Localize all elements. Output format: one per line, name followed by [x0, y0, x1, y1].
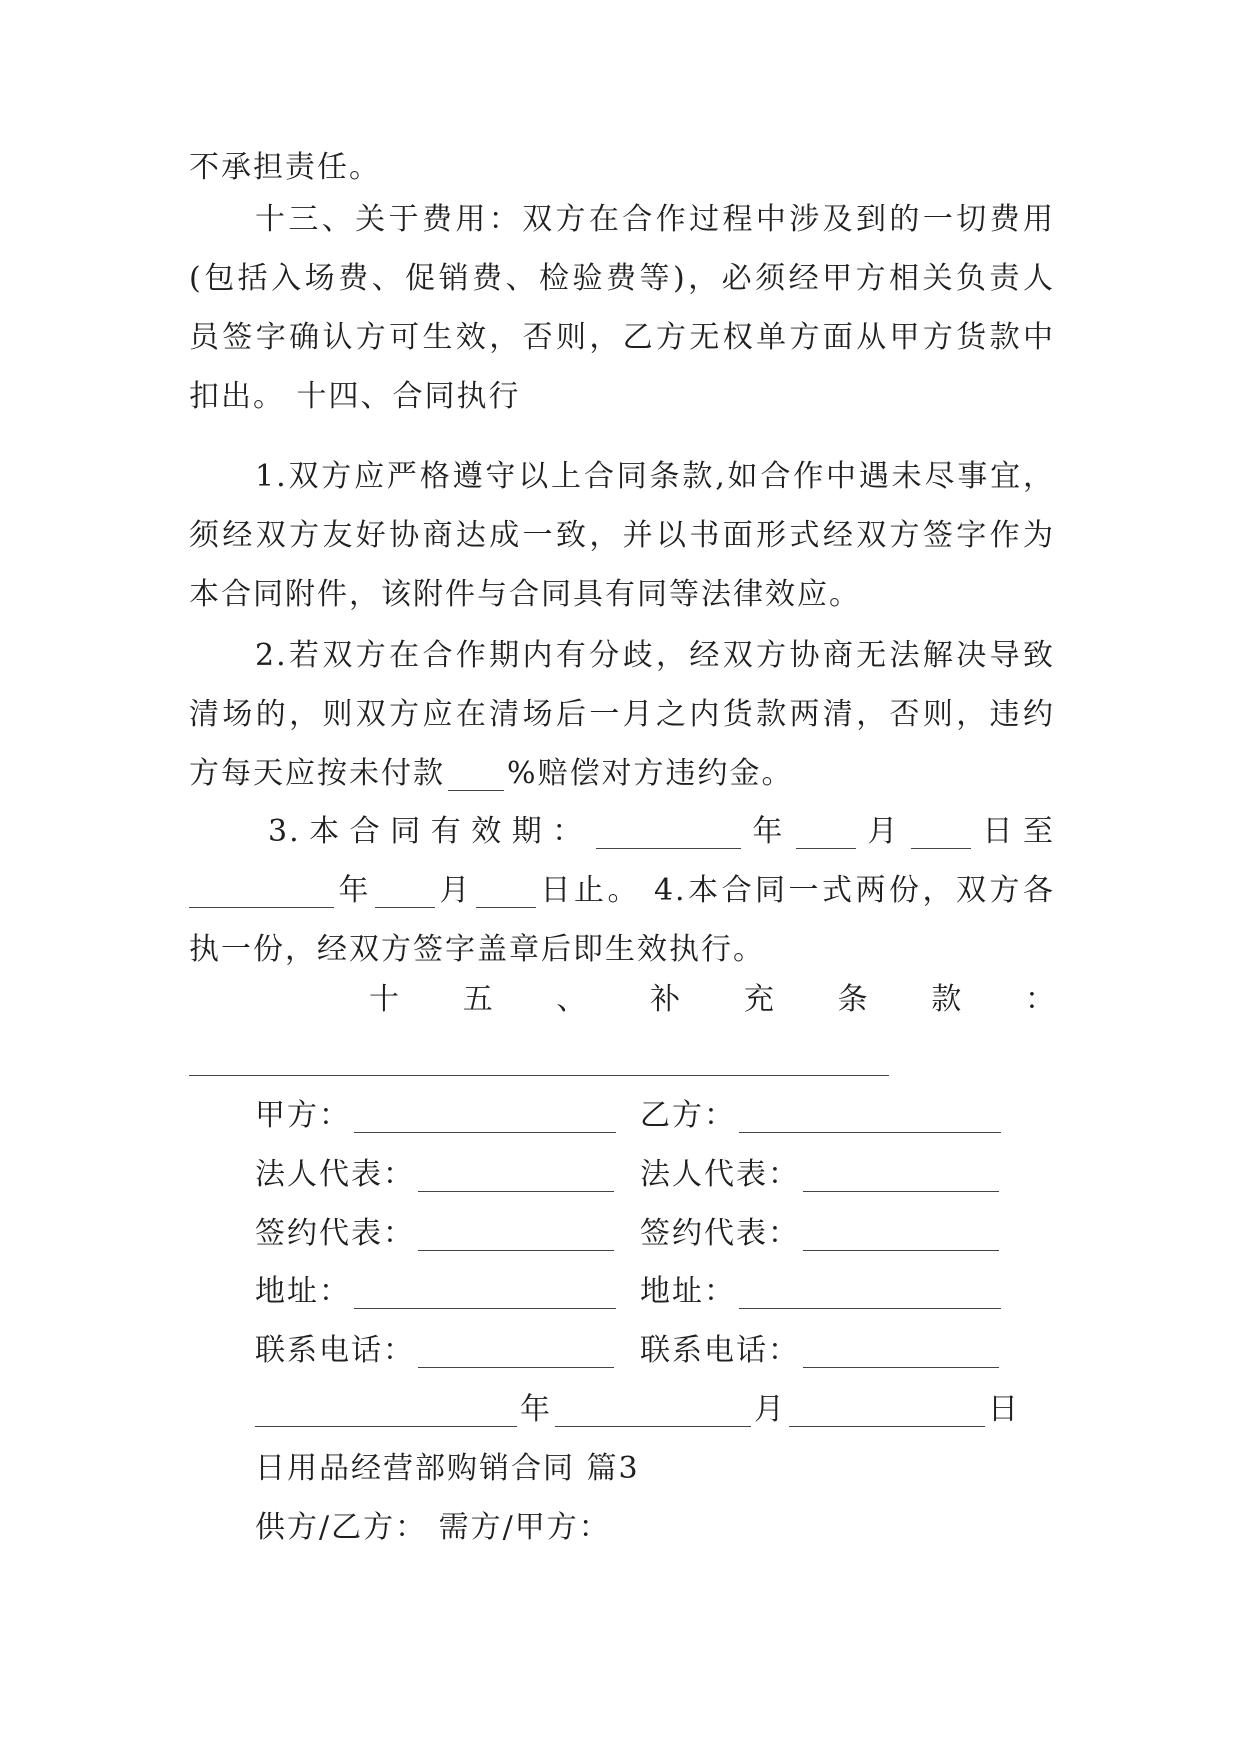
date-day-unit: 日: [988, 1392, 1020, 1427]
party-a-blank[interactable]: [354, 1100, 616, 1133]
paragraph-liability-end: [189, 138, 1055, 197]
legal-rep-a-blank[interactable]: [418, 1159, 614, 1192]
address-b-label: 地址：: [640, 1274, 736, 1309]
text-line: 须经双方友好协商达成一致，并以书面形式经双方签字作为: [189, 518, 1055, 553]
legal-rep-b-blank[interactable]: [803, 1159, 999, 1192]
legal-rep-b-label: 法人代表：: [640, 1157, 800, 1192]
month-unit: 月: [858, 814, 908, 849]
month-unit: 月: [437, 873, 473, 908]
day-end-text: 日止。: [538, 873, 641, 908]
start-month-blank[interactable]: [796, 816, 856, 849]
date-day-blank[interactable]: [789, 1394, 985, 1427]
text-line: [189, 802, 1055, 861]
penalty-text-start: 方每天应按未付款: [189, 756, 445, 791]
sign-rep-a-label: 签约代表：: [255, 1216, 415, 1251]
phone-b-label: 联系电话：: [640, 1333, 800, 1368]
start-day-blank[interactable]: [911, 816, 971, 849]
party-a-label: 甲方：: [255, 1098, 351, 1133]
text-line: 执一份，经双方签字盖章后即生效执行。: [189, 932, 765, 967]
text-line: (包括入场费、促销费、检验费等)，必须经甲方相关负责人: [189, 261, 1055, 296]
text-line: 扣出。 十四、合同执行: [189, 379, 521, 414]
party-b-blank[interactable]: [739, 1100, 1001, 1133]
end-year-blank[interactable]: [189, 875, 334, 908]
text-line: 清场的，则双方应在清场后一月之内货款两清，否则，违约: [189, 697, 1055, 732]
year-unit: 年: [337, 873, 372, 908]
end-day-blank[interactable]: [476, 875, 536, 908]
signature-date-line: [255, 1380, 1020, 1439]
penalty-text-end: %赔偿对方违约金。: [507, 756, 794, 791]
section-title: 日用品经营部购销合同 篇3: [255, 1451, 640, 1486]
address-a-label: 地址：: [255, 1274, 351, 1309]
start-year-blank[interactable]: [596, 816, 741, 849]
penalty-rate-blank[interactable]: [448, 758, 504, 791]
paragraph-clause-14-2: [189, 626, 1055, 803]
sign-rep-a-blank[interactable]: [418, 1218, 614, 1251]
date-month-blank[interactable]: [555, 1394, 751, 1427]
text-line: [189, 744, 1055, 803]
text-line: 本合同附件，该附件与合同具有同等法律效应。: [189, 577, 861, 612]
text-line: 2.若双方在合作期内有分歧，经双方协商无法解决导致: [255, 638, 1055, 673]
phone-a-blank[interactable]: [418, 1335, 614, 1368]
phone-a-label: 联系电话：: [255, 1333, 415, 1368]
supplement-label: 十五、补充条款：: [369, 982, 1055, 1017]
address-a-blank[interactable]: [354, 1276, 616, 1309]
party-b-label: 乙方：: [640, 1098, 736, 1133]
day-to-text: 日至: [973, 814, 1056, 849]
signature-row-legal-rep: [255, 1145, 1015, 1204]
paragraph-clause-14-1: [189, 447, 1055, 624]
text-line: 十三、关于费用：双方在合作过程中涉及到的一切费用: [255, 202, 1055, 237]
sign-rep-b-blank[interactable]: [803, 1218, 999, 1251]
supplement-blank[interactable]: [189, 1075, 889, 1076]
paragraph-clause-13: [189, 190, 1055, 426]
parties-line: 供方/乙方： 需方/甲方：: [255, 1510, 611, 1545]
signature-row-party: [255, 1086, 1015, 1145]
text-line: [189, 861, 1055, 920]
year-unit: 年: [743, 814, 793, 849]
sign-rep-b-label: 签约代表：: [640, 1216, 800, 1251]
end-month-blank[interactable]: [375, 875, 435, 908]
text-line: 1.双方应严格遵守以上合同条款,如合作中遇未尽事宜，: [255, 459, 1055, 494]
validity-label: 3.本合同有效期：: [268, 814, 593, 849]
signature-row-address: [255, 1262, 1015, 1321]
text-line: 不承担责任。: [189, 150, 381, 185]
paragraph-clause-14-3: [189, 802, 1055, 979]
copies-text: 4.本合同一式两份，双方各: [640, 873, 1055, 908]
signature-row-sign-rep: [255, 1204, 1015, 1263]
text-line: 员签字确认方可生效，否则，乙方无权单方面从甲方货款中: [189, 320, 1055, 355]
date-year-unit: 年: [520, 1392, 552, 1427]
date-year-blank[interactable]: [255, 1394, 517, 1427]
date-month-unit: 月: [754, 1392, 786, 1427]
signature-row-phone: [255, 1321, 1015, 1380]
legal-rep-a-label: 法人代表：: [255, 1157, 415, 1192]
phone-b-blank[interactable]: [803, 1335, 999, 1368]
address-b-blank[interactable]: [739, 1276, 1001, 1309]
